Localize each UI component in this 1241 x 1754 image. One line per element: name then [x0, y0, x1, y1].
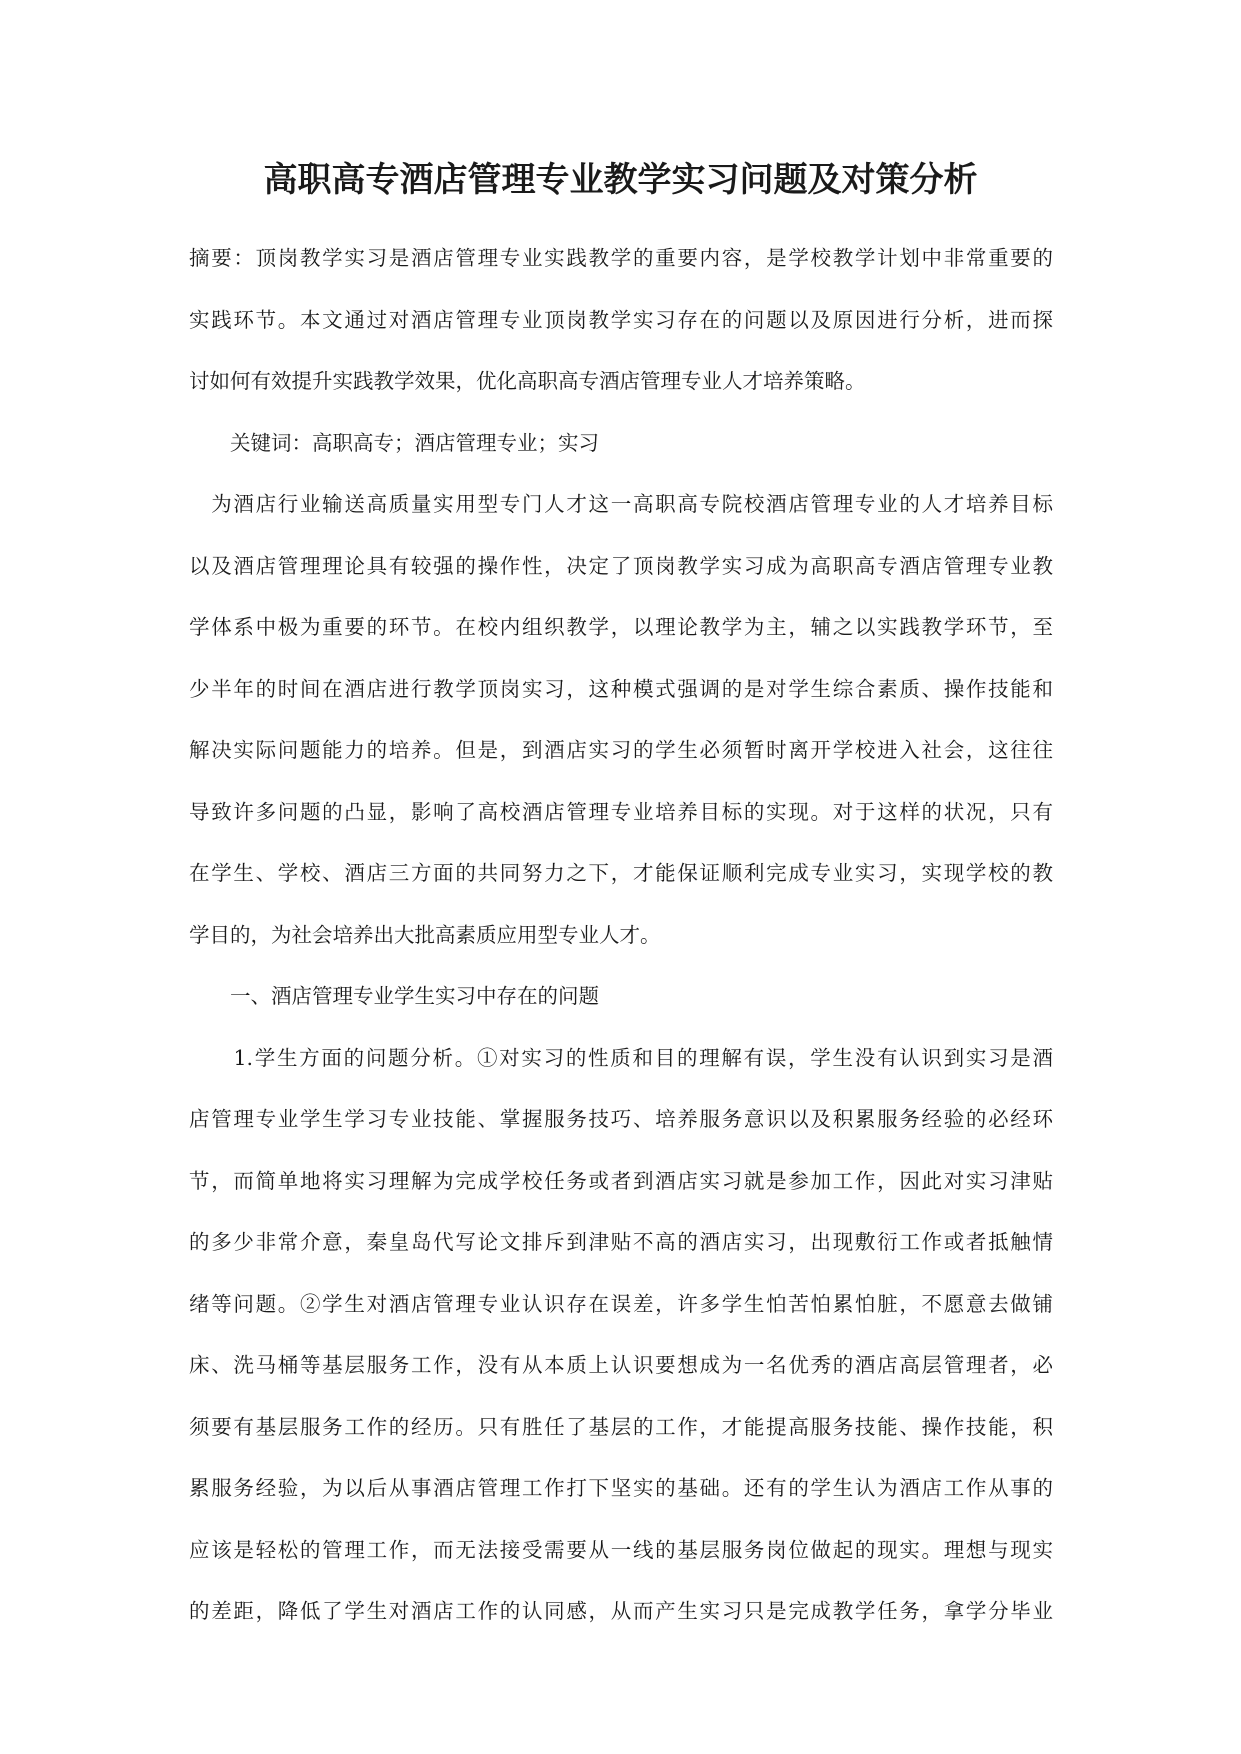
paragraph-line: 导致许多问题的凸显，影响了高校酒店管理专业培养目标的实现。对于这样的状况，只有 — [189, 799, 1053, 824]
paragraph-line: 学体系中极为重要的环节。在校内组织教学，以理论教学为主，辅之以实践教学环节，至 — [189, 615, 1053, 639]
paragraph-line: 的差距，降低了学生对酒店工作的认同感，从而产生实习只是完成教学任务，拿学分毕业 — [189, 1599, 1053, 1623]
paragraph-line: 少半年的时间在酒店进行教学顶岗实习，这种模式强调的是对学生综合素质、操作技能和 — [189, 676, 1053, 701]
paragraph-line: 为酒店行业输送高质量实用型专门人才这一高职高专院校酒店管理专业的人才培养目标 — [189, 492, 1053, 516]
paragraph-line: 须要有基层服务工作的经历。只有胜任了基层的工作，才能提高服务技能、操作技能，积 — [189, 1414, 1053, 1439]
document-body — [189, 238, 1053, 1653]
abstract-line: 讨如何有效提升实践教学效果，优化高职高专酒店管理专业人才培养策略。 — [189, 369, 866, 393]
section-heading: 一、酒店管理专业学生实习中存在的问题 — [189, 984, 599, 1008]
abstract-line: 摘要：顶岗教学实习是酒店管理专业实践教学的重要内容，是学校教学计划中非常重要的 — [189, 246, 1053, 270]
paragraph-line: 以及酒店管理理论具有较强的操作性，决定了顶岗教学实习成为高职高专酒店管理专业教 — [189, 553, 1053, 578]
paragraph-line: 节，而简单地将实习理解为完成学校任务或者到酒店实习就是参加工作，因此对实习津贴 — [189, 1168, 1053, 1193]
paragraph-line: 店管理专业学生学习专业技能、掌握服务技巧、培养服务意识以及积累服务经验的必经环 — [189, 1107, 1053, 1131]
document-title: 高职高专酒店管理专业教学实习问题及对策分析 — [263, 160, 978, 200]
paragraph-line: 床、洗马桶等基层服务工作，没有从本质上认识要想成为一名优秀的酒店高层管理者，必 — [189, 1353, 1053, 1377]
keywords-line: 关键词：高职高专；酒店管理专业；实习 — [189, 430, 599, 455]
paragraph-line: 绪等问题。②学生对酒店管理专业认识存在误差，许多学生怕苦怕累怕脏，不愿意去做铺 — [189, 1291, 1053, 1316]
paragraph-line: 学目的，为社会培养出大批高素质应用型专业人才。 — [189, 922, 661, 947]
abstract-line: 实践环节。本文通过对酒店管理专业顶岗教学实习存在的问题以及原因进行分析，进而探 — [189, 307, 1053, 332]
paragraph-line: 1.学生方面的问题分析。①对实习的性质和目的理解有误，学生没有认识到实习是酒 — [189, 1045, 1053, 1070]
paragraph-line: 累服务经验，为以后从事酒店管理工作打下坚实的基础。还有的学生认为酒店工作从事的 — [189, 1476, 1053, 1500]
paragraph-line: 解决实际问题能力的培养。但是，到酒店实习的学生必须暂时离开学校进入社会，这往往 — [189, 738, 1053, 762]
paragraph-line: 在学生、学校、酒店三方面的共同努力之下，才能保证顺利完成专业实习，实现学校的教 — [189, 861, 1053, 885]
paragraph-line: 的多少非常介意，秦皇岛代写论文排斥到津贴不高的酒店实习，出现敷衍工作或者抵触情 — [189, 1230, 1053, 1254]
paragraph-line: 应该是轻松的管理工作，而无法接受需要从一线的基层服务岗位做起的现实。理想与现实 — [189, 1537, 1053, 1562]
